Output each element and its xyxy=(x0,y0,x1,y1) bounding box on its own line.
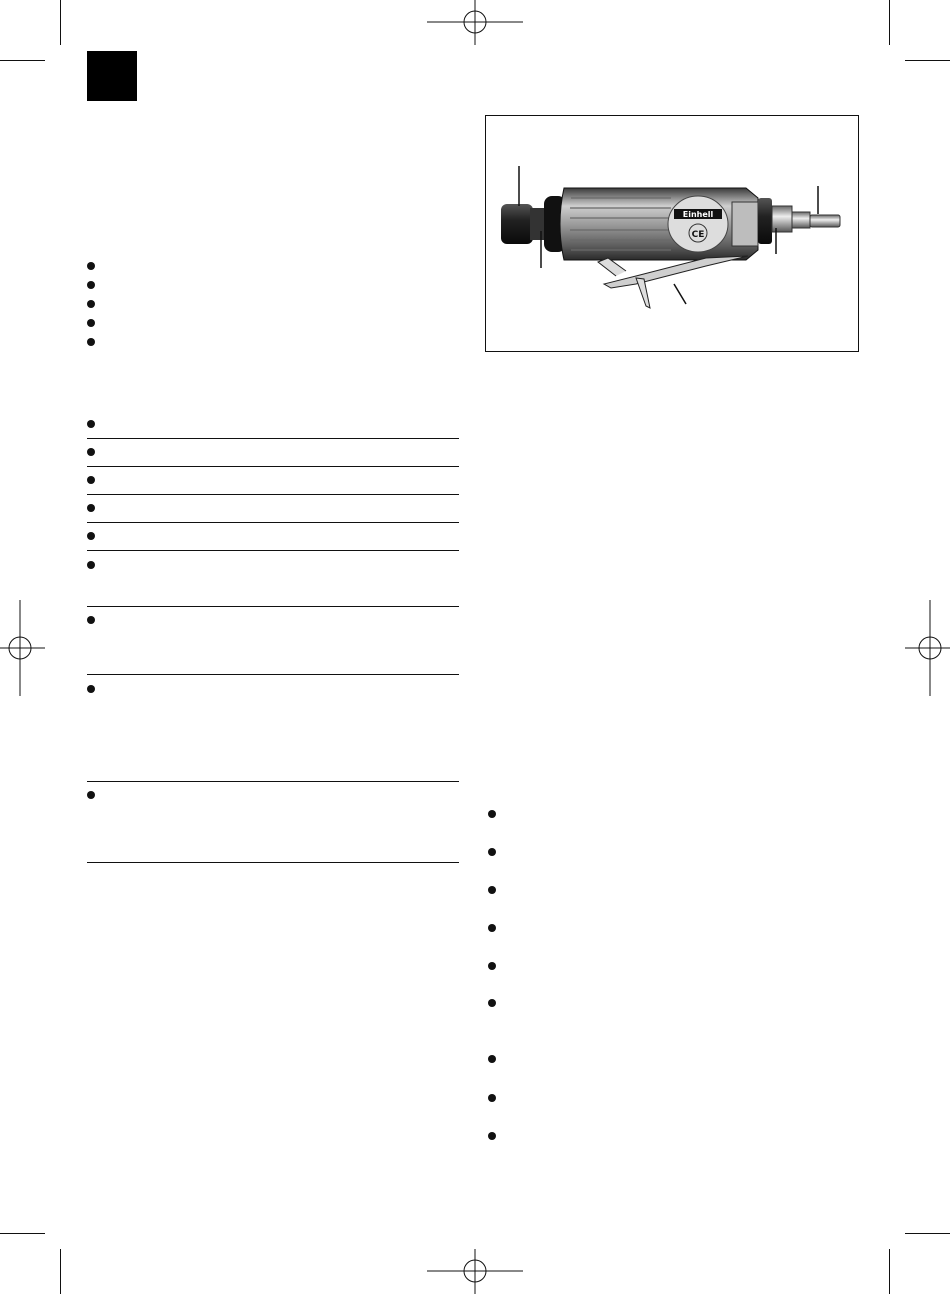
bullet-dot xyxy=(87,338,95,346)
table-rule xyxy=(87,781,459,782)
logo-text: Einhell xyxy=(682,210,714,219)
bullet-dot xyxy=(87,420,95,428)
registration-mark-left xyxy=(0,600,45,696)
registration-mark-right xyxy=(905,600,950,696)
bullet-dot xyxy=(87,791,95,799)
table-rule xyxy=(87,606,459,607)
bullet-dot xyxy=(87,281,95,289)
bullet-dot xyxy=(488,1055,496,1063)
throttle-lever xyxy=(604,256,748,288)
product-figure xyxy=(485,115,859,352)
language-tab-block xyxy=(87,51,137,101)
table-rule xyxy=(87,494,459,495)
die-grinder-illustration xyxy=(486,116,858,351)
crop-mark-top-left-h xyxy=(0,60,45,61)
bullet-dot xyxy=(488,962,496,970)
table-rule xyxy=(87,466,459,467)
bullet-dot xyxy=(488,886,496,894)
bullet-dot xyxy=(87,300,95,308)
callout-line-5 xyxy=(674,284,686,304)
crop-mark-bottom-right-v xyxy=(889,1249,890,1294)
bullet-dot xyxy=(87,448,95,456)
bullet-dot xyxy=(87,685,95,693)
collet-nut xyxy=(501,204,533,244)
bullet-dot xyxy=(87,319,95,327)
bullet-dot xyxy=(87,616,95,624)
bullet-dot xyxy=(87,504,95,512)
table-rule xyxy=(87,862,459,863)
bullet-dot xyxy=(87,476,95,484)
air-inlet-connector xyxy=(772,206,792,232)
bullet-dot xyxy=(87,532,95,540)
bullet-dot xyxy=(488,1132,496,1140)
table-rule xyxy=(87,438,459,439)
crop-mark-top-right-v xyxy=(889,0,890,45)
bullet-dot xyxy=(488,848,496,856)
crop-mark-bottom-right-h xyxy=(905,1233,950,1234)
table-rule xyxy=(87,522,459,523)
rear-block xyxy=(732,202,758,246)
bullet-dot xyxy=(488,924,496,932)
crop-mark-bottom-left-h xyxy=(0,1233,45,1234)
bullet-dot xyxy=(87,561,95,569)
registration-mark-top xyxy=(427,0,523,45)
bullet-dot xyxy=(488,810,496,818)
ce-mark: CE xyxy=(691,230,705,240)
table-rule xyxy=(87,550,459,551)
bullet-dot xyxy=(488,999,496,1007)
bullet-dot xyxy=(488,1094,496,1102)
bullet-dot xyxy=(87,262,95,270)
crop-mark-top-left-v xyxy=(60,0,61,45)
crop-mark-bottom-left-v xyxy=(60,1249,61,1294)
registration-mark-bottom xyxy=(427,1249,523,1294)
table-rule xyxy=(87,674,459,675)
crop-mark-top-right-h xyxy=(905,60,950,61)
